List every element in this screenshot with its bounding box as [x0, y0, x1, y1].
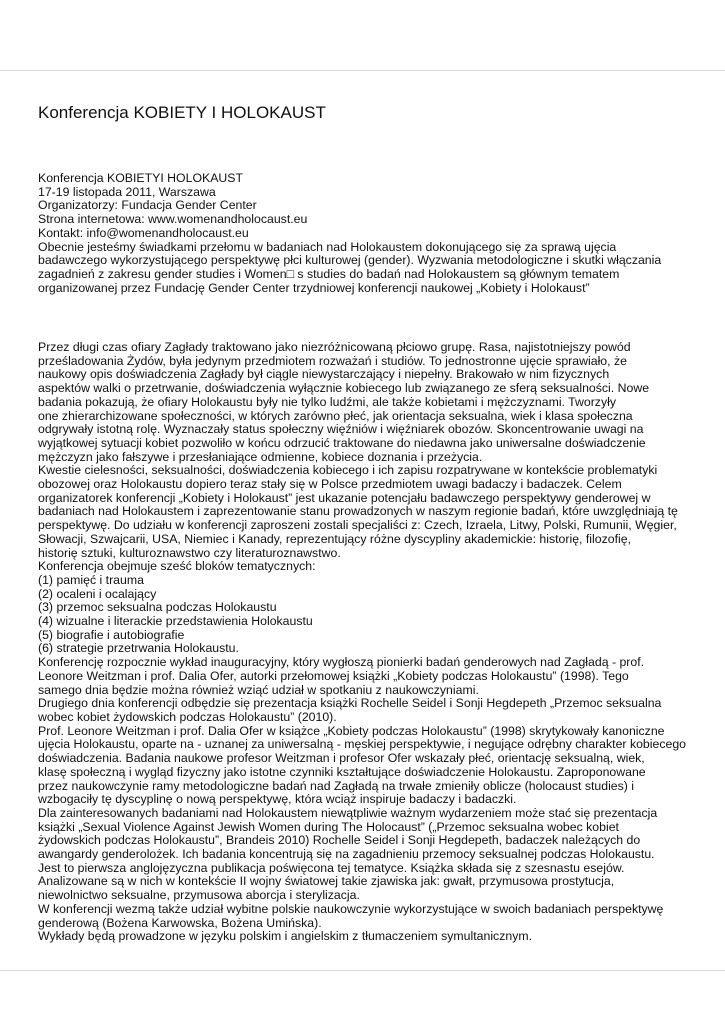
body-text-line: Wykłady będą prowadzone w języku polskim i angielskim z tłumaczeniem symultanicznym. — [38, 929, 533, 944]
body-text-line: wzbogaciły tę dyscyplinę o nową perspektywę, która wciąż inspiruje badaczy i badaczki. — [38, 792, 517, 807]
body-text-line: książki „Sexual Violence Against Jewish Women during The Holocaust” („Przemoc seksualna wobec kobiet — [38, 819, 619, 834]
body-text-line: obozowej oraz Holokaustu dopiero teraz stały się w Polsce przedmiotem uwagi badaczy i badaczek. Celem — [38, 477, 622, 492]
body-text-line: perspektywę. Do udziału w konferencji zaproszeni zostali specjaliści z: Czech, Izraela, Litwy, Polski, Rumunii, Węgier, — [38, 518, 677, 533]
body-text-line: Jest to pierwsza anglojęzyczna publikacja poświęcona tej tematyce. Książka składa się z szesnastu esejów. — [38, 860, 625, 875]
body-text-line: odgrywały istotną rolę. Wyznaczały status społeczny więźniów i więźniarek obozów. Skoncentrowanie uwagi na — [38, 422, 644, 437]
top-divider — [0, 70, 725, 71]
body-text-line: samego dnia będzie można również wziąć udział w spotkaniu z naukowczyniami. — [38, 682, 479, 697]
body-text-line: Analizowane są w nich w kontekście II wojny światowej takie zjawiska jak: gwałt, przymusowa prostytucja, — [38, 874, 615, 889]
body-text-line: organizatorek konferencji „Kobiety i Holokaust” jest ukazanie potencjału badawczego perspektywy genderowej w — [38, 490, 651, 505]
body-text-line: awangardy genderolożek. Ich badania koncentrują się na zagadnieniu przemocy seksualnej podczas Holokaustu. — [38, 847, 655, 862]
info-line: badawczego wykorzystującego perspektywę płci kulturowej (gender). Wyzwania metodologiczne i skutki włączania — [38, 253, 662, 268]
body-text-line: historię sztuki, kulturoznawstwo czy literaturoznawstwo. — [38, 545, 341, 560]
body-text-line: Słowacji, Szwajcarii, USA, Niemiec i Kanady, reprezentujący różne dyscypliny akademickie: historię, filozofię, — [38, 531, 631, 546]
info-line: Kontakt: info@womenandholocaust.eu — [38, 225, 249, 240]
body-text-line: Konferencję rozpocznie wykład inauguracyjny, który wygłoszą pionierki badań genderowych nad Zagładą - prof. — [38, 655, 645, 670]
body-text-line: (4) wizualne i literackie przedstawienia Holokaustu — [38, 614, 313, 629]
body-text-line: wyjątkowej sytuacji kobiet pozwoliło w końcu odrzucić traktowane do niedawna jako uniwersalne doświadczenie — [38, 435, 646, 450]
body-text-line: (2) ocaleni i ocalający — [38, 586, 157, 601]
body-text-line: niewolnictwo seksualne, przymusowa aborcja i sterylizacja. — [38, 888, 360, 903]
body-text-line: Kwestie cielesności, seksualności, doświadczenia kobiecego i ich zapisu rozpatrywane w kontekście problematyki — [38, 463, 658, 478]
info-line: Konferencja KOBIETYI HOLOKAUST — [38, 171, 244, 185]
page-title: Konferencja KOBIETY I HOLOKAUST — [38, 103, 326, 122]
body-text-line: Dla zainteresowanych badaniami nad Holokaustem niewątpliwie ważnym wydarzeniem może stać się prezentacja — [38, 805, 658, 820]
body-text-line: (5) biografie i autobiografie — [38, 627, 185, 642]
bottom-divider — [0, 970, 725, 971]
body-text-line: wobec kobiet żydowskich podczas Holokaustu” (2010). — [38, 709, 337, 724]
body-text-line: genderową (Bożena Karwowska, Bożena Umińska). — [38, 915, 322, 930]
body-text-line: badania pokazują, że ofiary Holokaustu były nie tylko ludźmi, ale także kobietami i mężczyznami. Tworzyły — [38, 394, 616, 409]
body-text-line: one zhierarchizowane społeczności, w których zarówno płeć, jak orientacja seksualna, wiek i klasa społeczna — [38, 408, 633, 423]
info-line: Obecnie jesteśmy świadkami przełomu w badaniach nad Holokaustem dokonującego się za sprawą ujęcia — [38, 239, 617, 254]
body-text-line: (6) strategie przetrwania Holokaustu. — [38, 641, 239, 656]
info-line: Organizatorzy: Fundacja Gender Center — [38, 198, 257, 213]
body-text-line: Leonore Weitzman i prof. Dalia Ofer, autorki przełomowej książki „Kobiety podczas Holokaustu” (1998). Tego — [38, 668, 629, 683]
body-text-line: aspektów walki o przetrwanie, doświadczenia wyłącznie kobiecego lub związanego ze sferą seksualności. Nowe — [38, 381, 650, 396]
body-text-line: doświadczenia. Badania naukowe profesor Weitzman i profesor Ofer wskazały płeć, orientację seksualną, wiek, — [38, 751, 645, 766]
body-text-line: (3) przemoc seksualna podczas Holokaustu — [38, 600, 277, 615]
body-text-line: Prof. Leonore Weitzman i prof. Dalia Ofer w książce „Kobiety podczas Holokaustu” (1998) skrytykowały kanoniczne — [38, 723, 665, 738]
body-text-line: Przez długi czas ofiary Zagłady traktowano jako niezróżnicowaną płciowo grupę. Rasa, najistotniejszy powód — [38, 340, 631, 354]
info-line: 17-19 listopada 2011, Warszawa — [38, 184, 216, 199]
body-text-line: mężczyzn jako fałszywe i przesłaniające odmienne, kobiece doznania i przeżycia. — [38, 449, 483, 464]
body-text-line: W konferencji wezmą także udział wybitne polskie naukowczynie wykorzystujące w swoich badaniach perspektywę — [38, 901, 664, 916]
body-text-line: przez naukowczynie ramy metodologiczne badań nad Zagładą na trwałe zmieniły oblicze (holocaust studies) i — [38, 778, 635, 793]
body-text-line: (1) pamięć i trauma — [38, 572, 144, 587]
body-text-line: naukowy opis doświadczenia Zagłady był ciągle niewystarczający i niepełny. Brakowało w nim fizycznych — [38, 367, 610, 382]
body-text-line: żydowskich podczas Holokaustu”, Brandeis 2010) Rochelle Seidel i Sonji Hegdepeth, badaczek należących do — [38, 833, 641, 848]
conference-info — [38, 172, 698, 295]
body-text-line: ujęcia Holokaustu, oparte na - uznanej za uniwersalną - męskiej perspektywie, i negujące odrębny charakter kobiecego — [38, 737, 687, 752]
body-text-line: Konferencja obejmuje sześć bloków tematycznych: — [38, 559, 316, 574]
body-text-line: Drugiego dnia konferencji odbędzie się prezentacja książki Rochelle Seidel i Sonji Hegdepeth „Przemoc seksualna — [38, 696, 662, 711]
body-text-line: prześladowania Żydów, była jedynym przedmiotem rozważań i studiów. To jednostronne ujęcie sprawiało, że — [38, 353, 627, 368]
info-line: Strona internetowa: www.womenandholocaust.eu — [38, 212, 308, 227]
body-text-line: klasę społeczną i wygląd fizyczny jako istotne czynniki kształtujące doświadczenie Holokaustu. Zaproponowane — [38, 764, 646, 779]
body-text-line: badaniach nad Holokaustem i zaprezentowanie stanu prowadzonych w naszym regionie badań, które uwzględniają tę — [38, 504, 678, 519]
info-line: organizowanej przez Fundację Gender Center trzydniowej konferencji naukowej „Kobiety i Holokaust” — [38, 280, 590, 295]
article-body — [38, 341, 698, 944]
info-line: zagadnień z zakresu gender studies i Women□ s studies do badań nad Holokaustem są głównym tematem — [38, 266, 620, 281]
